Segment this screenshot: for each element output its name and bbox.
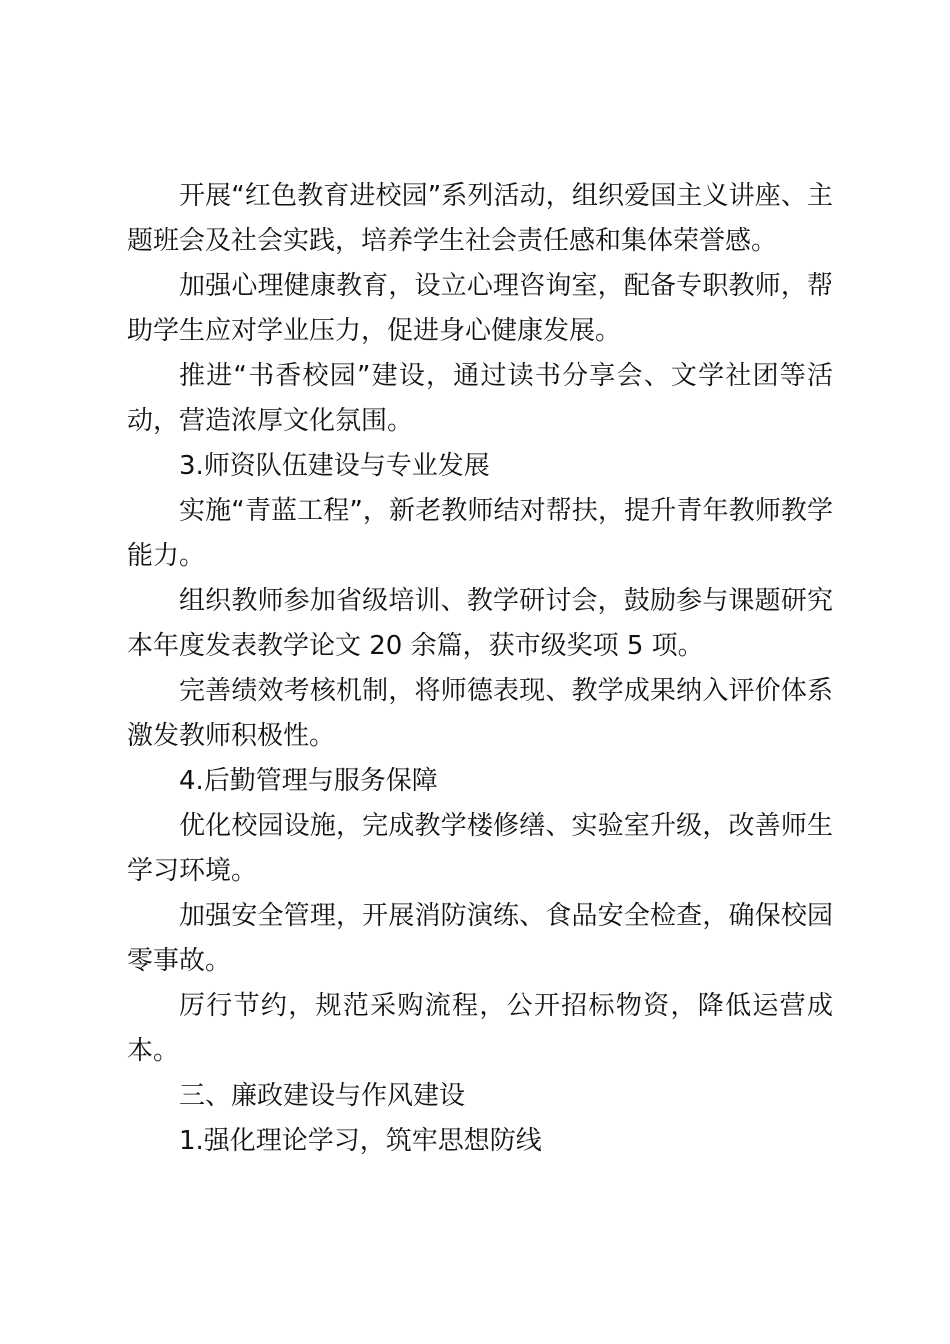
subsection-heading-theory-study: 1.强化理论学习，筑牢思想防线: [179, 1126, 542, 1156]
section-heading-logistics: 4.后勤管理与服务保障: [179, 766, 438, 796]
paragraph-teacher-training: 组织教师参加省级培训、教学研讨会，鼓励参与课题研究本年度发表教学论文 20 余篇，获市级奖项 5 项。: [127, 586, 833, 661]
section-heading-teachers: 3.师资队伍建设与专业发展: [179, 451, 490, 481]
paragraph-book-campus: 推进“书香校园”建设，通过读书分享会、文学社团等活动，营造浓厚文化氛围。: [127, 361, 833, 436]
paragraph-safety: 加强安全管理，开展消防演练、食品安全检查，确保校园零事故。: [127, 901, 833, 976]
paragraph-mental-health: 加强心理健康教育，设立心理咨询室，配备专职教师，帮助学生应对学业压力，促进身心健康发展。: [127, 271, 833, 346]
section-heading-integrity: 三、廉政建设与作风建设: [179, 1081, 466, 1111]
paragraph-facilities: 优化校园设施，完成教学楼修缮、实验室升级，改善师生学习环境。: [127, 811, 833, 886]
paragraph-economy: 厉行节约，规范采购流程，公开招标物资，降低运营成本。: [127, 991, 833, 1066]
paragraph-qinglan-project: 实施“青蓝工程”，新老教师结对帮扶，提升青年教师教学能力。: [127, 496, 833, 571]
paragraph-red-education: 开展“红色教育进校园”系列活动，组织爱国主义讲座、主题班会及社会实践，培养学生社会责任感和集体荣誉感。: [127, 181, 833, 256]
document-body: [127, 174, 833, 1164]
paragraph-performance-review: 完善绩效考核机制，将师德表现、教学成果纳入评价体系激发教师积极性。: [127, 676, 833, 751]
